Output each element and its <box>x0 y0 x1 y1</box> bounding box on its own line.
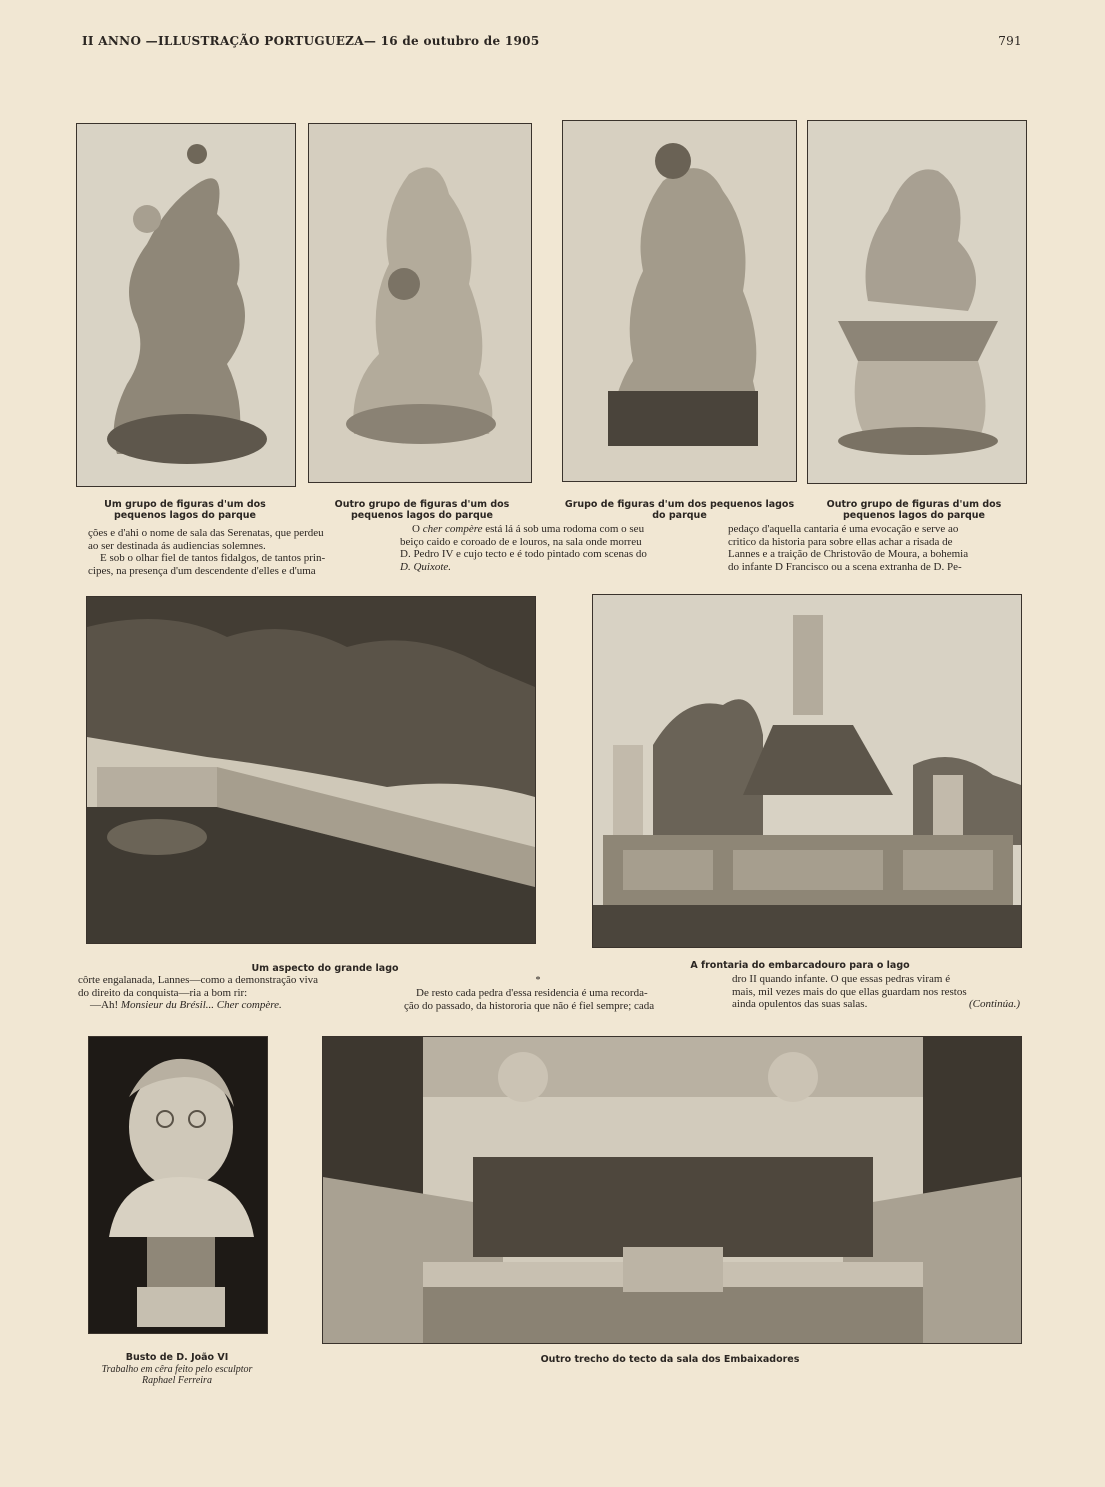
photo-grand-lake <box>86 596 536 944</box>
text-line: do direito da conquista—ria a bom rir: <box>78 986 248 999</box>
photo-statue-group-2 <box>308 123 532 483</box>
subcaption-bust-line2: Raphael Ferreira <box>142 1375 212 1386</box>
text-top-col1 <box>88 527 380 577</box>
text-line: beiço caido e coroado de e louros, na sala onde morreu <box>400 535 642 548</box>
text-line: D. Quixote. <box>400 560 452 573</box>
photo-embarkation-front <box>592 594 1022 948</box>
text-line: côrte engalanada, Lannes—como a demonstração viva <box>78 974 319 986</box>
text-span: —Ah! <box>90 999 121 1011</box>
text-mid-col3 <box>732 973 1032 1011</box>
caption-statue-group-1: Um grupo de figuras d'um dos pequenos lagos do parque <box>104 499 266 521</box>
section-star: * <box>535 975 541 986</box>
text-line <box>400 523 712 536</box>
text-line: mais, mil vezes mais do que ellas guardam nos restos <box>732 985 967 998</box>
text-line: ção do passado, da histororia que não é fiel sempre; cada <box>404 999 655 1012</box>
text-line: De resto cada pedra d'essa residencia é uma recorda- <box>416 987 648 999</box>
text-line: dro II quando infante. O que essas pedras viram é <box>732 973 951 985</box>
caption-statue-group-2: Outro grupo de figuras d'um dos pequenos lagos do parque <box>334 499 510 521</box>
text-line: Lannes e a traição de Christovão de Moura, a bohemia <box>728 548 969 560</box>
text-span: está lá á sob uma rodoma com o seu <box>482 523 645 535</box>
caption-statue-group-4: Outro grupo de figuras d'um dos pequenos lagos do parque <box>826 499 1002 521</box>
text-line: ao ser destinada ás audiencias solemnes. <box>88 539 266 552</box>
text-line <box>78 999 374 1012</box>
caption-ceiling-ambassadors: Outro trecho do tecto da sala dos Embaixadores <box>540 1354 800 1365</box>
photo-statue-group-4 <box>807 120 1027 484</box>
page-header <box>82 34 1022 52</box>
text-mid-col1 <box>78 974 374 1012</box>
photo-bust-joao-vi <box>88 1036 268 1334</box>
text-span-italic: Monsieur du Brésil... Cher compère. <box>120 999 282 1011</box>
caption-embarkation-front: A frontaria do embarcadouro para o lago <box>690 960 910 971</box>
caption-statue-group-3: Grupo de figuras d'um dos pequenos lagos do parque <box>564 499 795 521</box>
text-line: cipes, na presença d'um descendente d'elles e d'uma <box>88 564 316 577</box>
page-number: 791 <box>998 34 1022 48</box>
text-span-italic: cher compère <box>422 523 483 535</box>
text-line: D. Pedro IV e cujo tecto e é todo pintado com scenas do <box>400 548 647 560</box>
text-top-col2 <box>400 523 712 573</box>
photo-statue-group-3 <box>562 120 797 482</box>
text-line: do infante D Francisco ou a scena extranha de D. Pe- <box>728 560 962 573</box>
photo-statue-group-1 <box>76 123 296 487</box>
text-line: ções e d'ahi o nome de sala das Serenatas, que perdeu <box>88 527 324 539</box>
caption-grand-lake: Um aspecto do grande lago <box>251 963 399 974</box>
text-line <box>732 998 1032 1011</box>
text-span: ainda opulentos das suas salas. <box>732 998 868 1010</box>
photo-ceiling-ambassadors <box>322 1036 1022 1344</box>
continua-note: (Continúa.) <box>968 998 1020 1010</box>
running-title: II ANNO —ILLUSTRAÇÃO PORTUGUEZA— 16 de outubro de 1905 <box>82 34 540 48</box>
text-span: O <box>412 523 423 535</box>
subcaption-bust-line1: Trabalho em cêra feito pelo esculptor <box>101 1364 253 1375</box>
text-line: critico da historia para sobre ellas achar a risada de <box>728 535 953 548</box>
text-line: E sob o olhar fiel de tantos fidalgos, de tantos prin- <box>100 552 326 564</box>
text-line: pedaço d'aquella cantaria é uma evocação e serve ao <box>728 523 959 535</box>
text-top-col3 <box>728 523 1034 573</box>
text-mid-col2 <box>404 987 720 1012</box>
caption-bust-joao-vi: Busto de D. João VI <box>125 1352 229 1363</box>
